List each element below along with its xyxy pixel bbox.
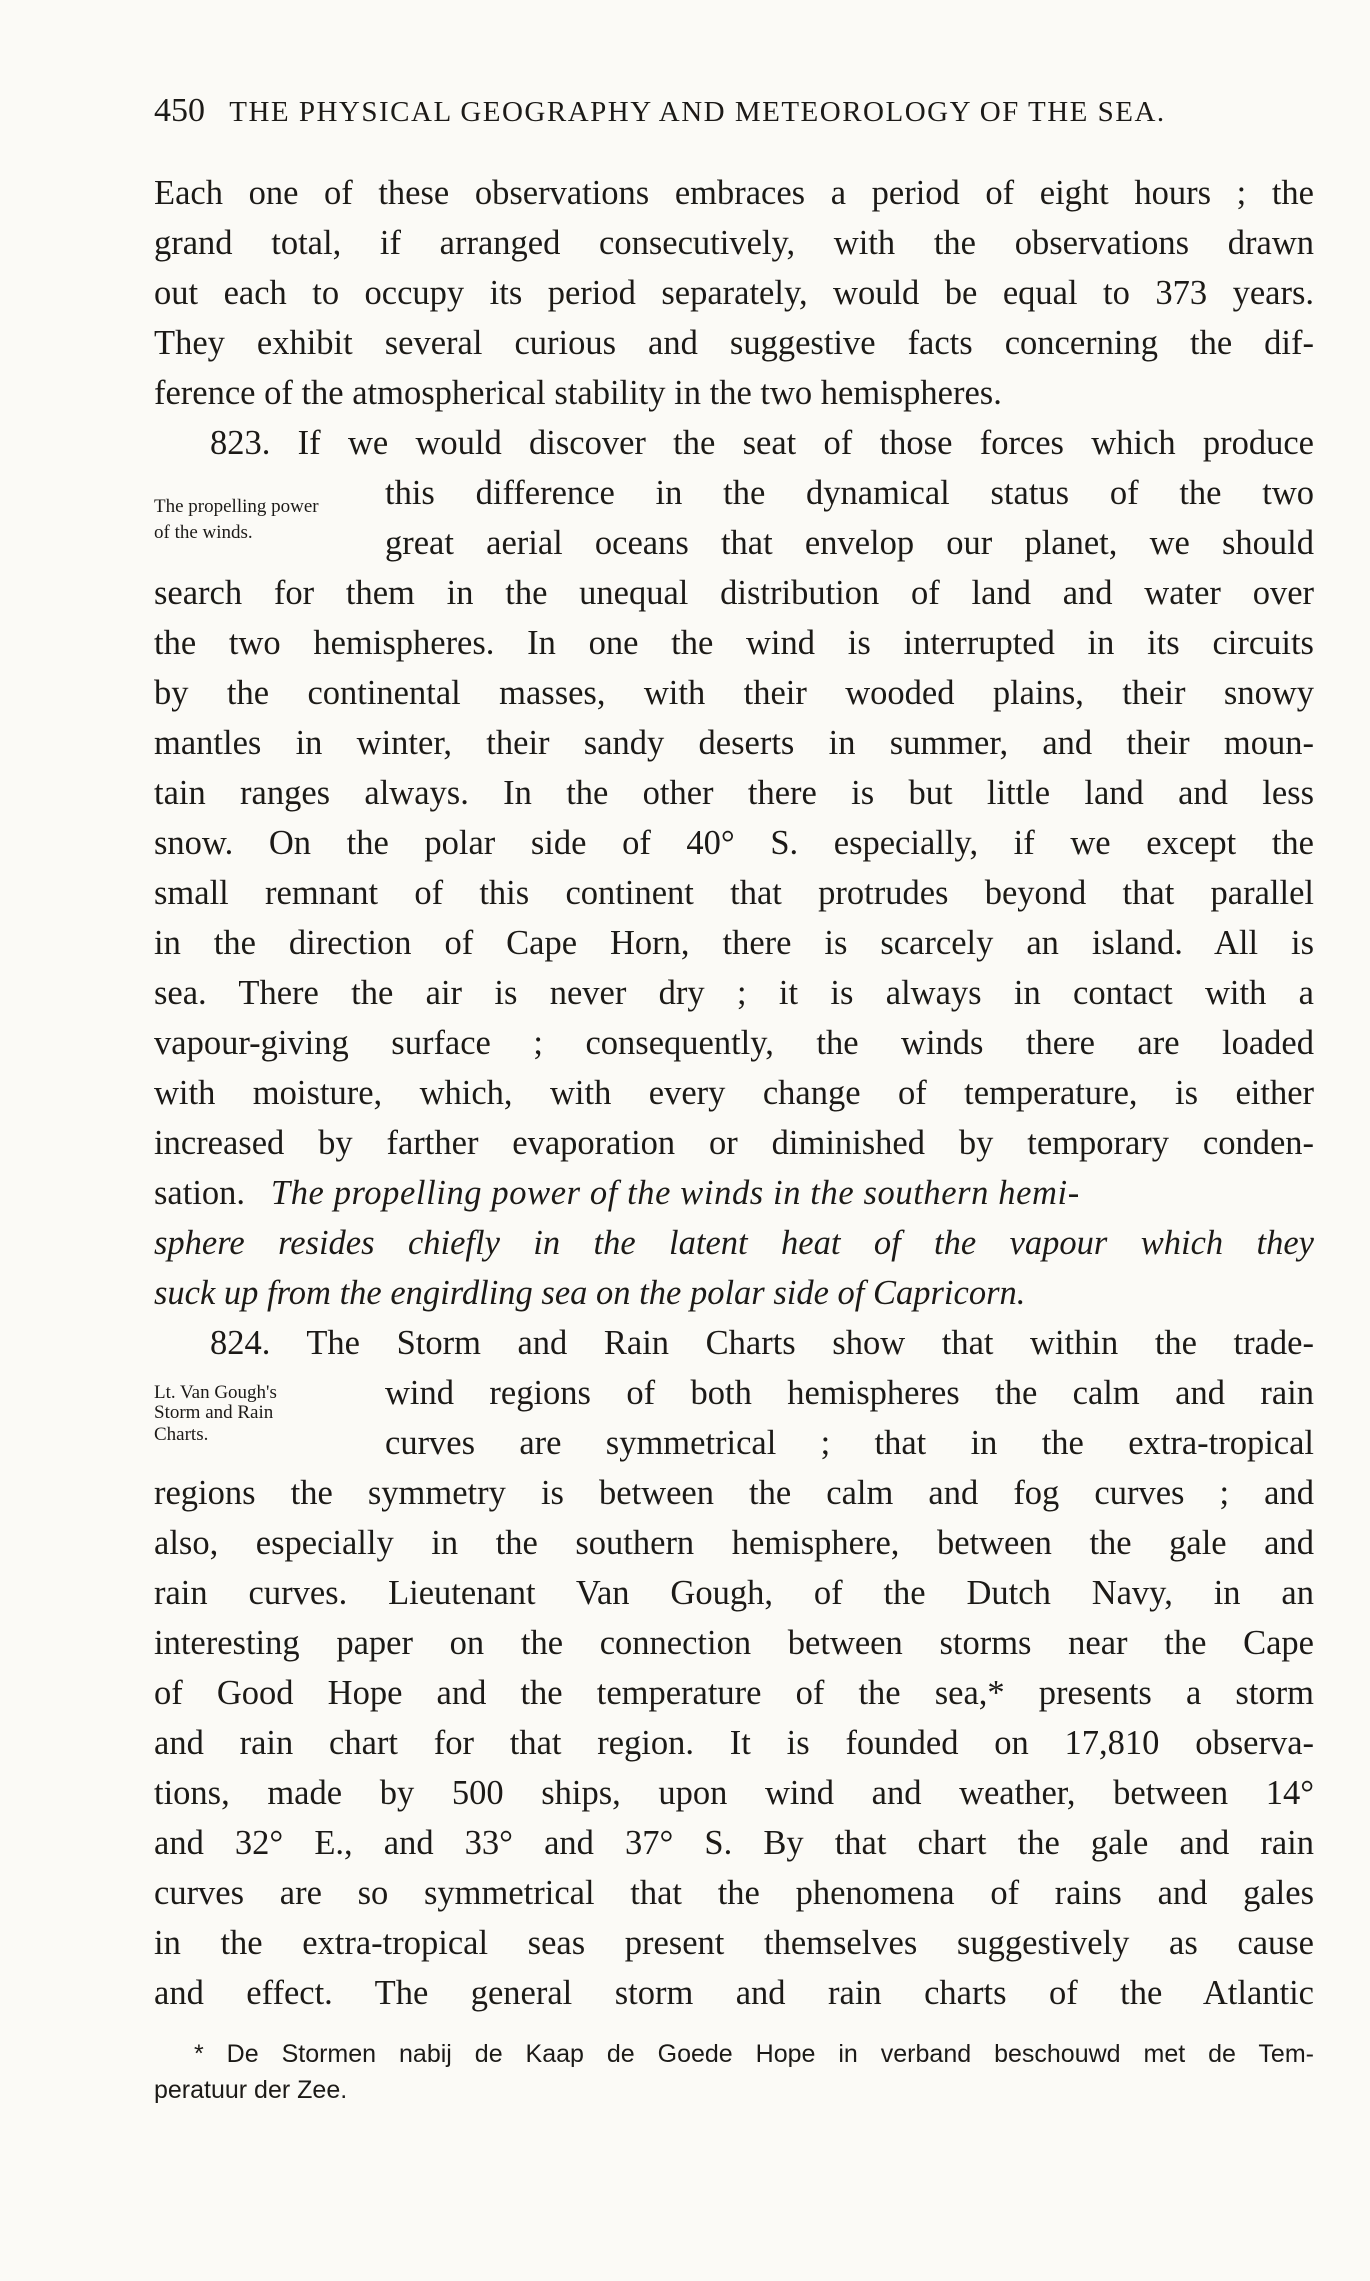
- text-line: this difference in the dynamical status of the two: [385, 474, 1314, 512]
- italic-line: [154, 1268, 1314, 1318]
- italic-emphasis: suck up from the engirdling sea on the polar side of Capricorn.: [154, 1274, 1026, 1312]
- sidenote-line: The propelling power: [154, 496, 319, 517]
- text-line: regions the symmetry is between the calm and fog curves ; and: [154, 1474, 1314, 1512]
- sidenote-line: of the winds.: [154, 522, 253, 543]
- text-line: small remnant of this continent that protrudes beyond that parallel: [154, 874, 1314, 912]
- text-line: great aerial oceans that envelop our planet, we should: [385, 524, 1314, 562]
- text-line: ference of the atmospherical stability in the two hemispheres.: [154, 374, 1002, 412]
- text-line: and effect. The general storm and rain charts of the Atlantic: [154, 1974, 1314, 2012]
- italic-line: [154, 1218, 1314, 1268]
- text-line: out each to occupy its period separately, would be equal to 373 years.: [154, 274, 1314, 312]
- text-line: the two hemispheres. In one the wind is interrupted in its circuits: [154, 624, 1314, 662]
- sidenote-line: Storm and Rain: [154, 1402, 274, 1423]
- footnote-line: peratuur der Zee.: [154, 2076, 348, 2104]
- paragraph-824-start: 824. The Storm and Rain Charts show that within the trade-: [210, 1324, 1314, 1362]
- text-line: sea. There the air is never dry ; it is always in contact with a: [154, 974, 1314, 1012]
- text-line: search for them in the unequal distribution of land and water over: [154, 574, 1314, 612]
- text-line: in the extra-tropical seas present themselves suggestively as cause: [154, 1924, 1314, 1962]
- text-line: with moisture, which, with every change of temperature, is either: [154, 1074, 1314, 1112]
- text-line: wind regions of both hemispheres the calm and rain: [385, 1374, 1314, 1412]
- text-line: curves are so symmetrical that the phenomena of rains and gales: [154, 1874, 1314, 1912]
- footnote-line: * De Stormen nabij de Kaap de Goede Hope in verband beschouwd met de Tem-: [194, 2040, 1314, 2068]
- text-line: and rain chart for that region. It is founded on 17,810 observa-: [154, 1724, 1314, 1762]
- text-line: They exhibit several curious and suggestive facts concerning the dif-: [154, 324, 1314, 362]
- text-line: grand total, if arranged consecutively, with the observations drawn: [154, 224, 1314, 262]
- text-line: increased by farther evaporation or diminished by temporary conden-: [154, 1124, 1314, 1162]
- text-span: sation.: [154, 1174, 246, 1212]
- text-line: and 32° E., and 33° and 37° S. By that chart the gale and rain: [154, 1824, 1314, 1862]
- text-line: mantles in winter, their sandy deserts in summer, and their moun-: [154, 724, 1314, 762]
- text-line: snow. On the polar side of 40° S. especially, if we except the: [154, 824, 1314, 862]
- text-line: tions, made by 500 ships, upon wind and weather, between 14°: [154, 1774, 1314, 1812]
- text-line-mixed: [154, 1168, 1314, 1218]
- running-title: THE PHYSICAL GEOGRAPHY AND METEOROLOGY OF THE SEA.: [229, 96, 1166, 128]
- text-line: curves are symmetrical ; that in the extra-tropical: [385, 1424, 1314, 1462]
- text-line: also, especially in the southern hemisphere, between the gale and: [154, 1524, 1314, 1562]
- page-number: 450: [154, 92, 205, 129]
- running-header: [154, 92, 1254, 130]
- text-line: tain ranges always. In the other there is but little land and less: [154, 774, 1314, 812]
- text-line: rain curves. Lieutenant Van Gough, of the Dutch Navy, in an: [154, 1574, 1314, 1612]
- text-line: interesting paper on the connection between storms near the Cape: [154, 1624, 1314, 1662]
- text-line: Each one of these observations embraces a period of eight hours ; the: [154, 174, 1314, 212]
- text-line: of Good Hope and the temperature of the sea,* presents a storm: [154, 1674, 1314, 1712]
- text-line: vapour-giving surface ; consequently, the winds there are loaded: [154, 1024, 1314, 1062]
- paragraph-823-start: 823. If we would discover the seat of those forces which produce: [210, 424, 1314, 462]
- text-line: by the continental masses, with their wooded plains, their snowy: [154, 674, 1314, 712]
- text-line: in the direction of Cape Horn, there is scarcely an island. All is: [154, 924, 1314, 962]
- sidenote-line: Lt. Van Gough's: [154, 1382, 277, 1403]
- italic-emphasis: The propelling power of the winds in the southern hemi-: [270, 1174, 1080, 1212]
- italic-emphasis: sphere resides chiefly in the latent heat of the vapour which they: [154, 1224, 1314, 1262]
- sidenote-line: Charts.: [154, 1424, 209, 1445]
